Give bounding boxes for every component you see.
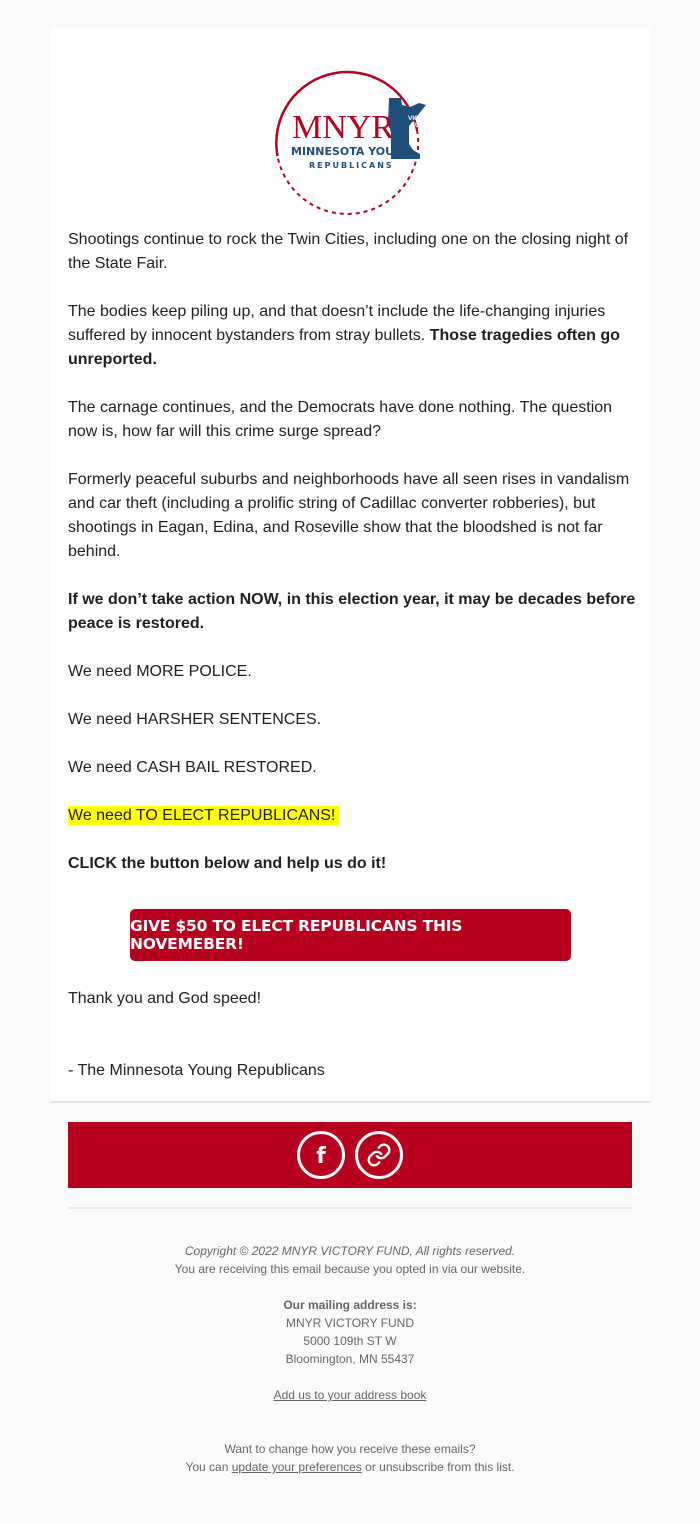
email-card <box>50 28 650 1103</box>
copyright-text: Copyright © 2022 MNYR VICTORY FUND, All rights reserved. <box>184 1244 516 1258</box>
logo-fund-text: FUND <box>411 122 430 129</box>
paragraph-10-bold: CLICK the button below and help us do it! <box>68 855 387 872</box>
mailing-heading: Our mailing address is: <box>283 1298 417 1312</box>
logo-victory-text: VICTORY <box>408 115 437 122</box>
paragraph-9 <box>68 804 638 828</box>
change-question: Want to change how you receive these emails? <box>224 1442 476 1456</box>
highlighted-text: We need TO ELECT REPUBLICANS! <box>68 806 339 825</box>
footer-divider <box>68 1207 632 1209</box>
facebook-button[interactable] <box>297 1131 345 1179</box>
link-icon <box>366 1142 392 1168</box>
paragraph-2 <box>68 300 638 372</box>
street-address: 5000 109th ST W <box>303 1334 397 1348</box>
add-address-book-link[interactable]: Add us to your address book <box>273 1388 427 1402</box>
paragraph-1: Shootings continue to rock the Twin Cities, including one on the closing night of the State Fair. <box>68 231 629 272</box>
logo-line2: REPUBLICANS <box>309 161 394 170</box>
preferences-line: You can update your preferences or unsubscribe from this list. <box>185 1460 515 1474</box>
donate-button[interactable]: GIVE $50 TO ELECT REPUBLICANS THIS NOVEMEBER! <box>130 909 571 961</box>
city-address: Bloomington, MN 55437 <box>285 1352 415 1366</box>
mnyr-logo <box>271 60 437 200</box>
paragraph-2-bold: Those tragedies often go unreported. <box>68 327 620 368</box>
logo-mnyr-text: MNYR <box>292 109 395 146</box>
svg-text:f: f <box>316 1144 326 1169</box>
org-name: MNYR VICTORY FUND <box>285 1316 414 1330</box>
paragraph-6: We need MORE POLICE. <box>68 663 252 680</box>
email-body <box>68 228 638 900</box>
social-bar <box>68 1122 632 1188</box>
paragraph-10 <box>68 852 638 876</box>
paragraph-2-text: The bodies keep piling up, and that doesn’t include the life-changing injuries suffered by innocent bystanders from stray bullets. <box>68 303 606 344</box>
signoff-text: - The Minnesota Young Republicans <box>68 1062 325 1079</box>
link-button[interactable] <box>355 1131 403 1179</box>
thanks-text: Thank you and God speed! <box>68 990 262 1007</box>
optin-reason: You are receiving this email because you opted in via our website. <box>174 1262 526 1276</box>
paragraph-5-bold: If we don’t take action NOW, in this election year, it may be decades before peace is restored. <box>68 591 636 632</box>
paragraph-8: We need CASH BAIL RESTORED. <box>68 759 317 776</box>
paragraph-4: Formerly peaceful suburbs and neighborhoods have all seen rises in vandalism and car theft (including a prolific string of Cadillac converter robberies), but shootings in Eagan, Edina, and Roseville show that the bloodshed is not far behind. <box>68 471 630 560</box>
paragraph-3: The carnage continues, and the Democrats have done nothing. The question now is, how far will this crime surge spread? <box>68 399 613 440</box>
update-preferences-link[interactable]: update your preferences <box>231 1460 362 1474</box>
logo-line1: MINNESOTA YOUNG <box>291 145 413 158</box>
footer <box>68 1242 632 1476</box>
paragraph-5 <box>68 588 638 636</box>
paragraph-7: We need HARSHER SENTENCES. <box>68 711 322 728</box>
facebook-icon <box>309 1143 333 1167</box>
